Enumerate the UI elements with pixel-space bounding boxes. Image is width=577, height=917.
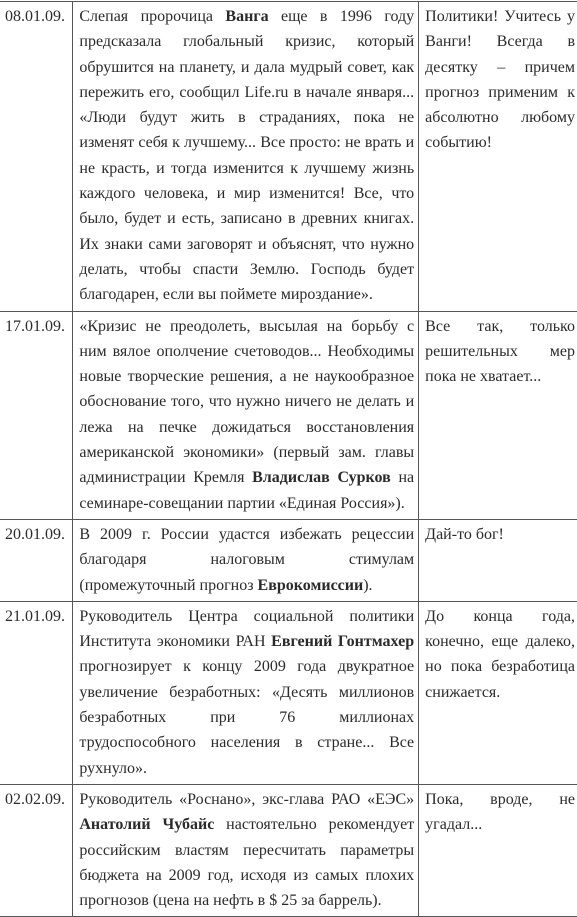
forecast-table: [0, 1, 577, 917]
person-name: Владислав Сурков: [252, 469, 391, 487]
text-fragment: прогнозирует к концу 2009 года двукратное увеличение безработных: «Десять миллионов безработных при 76 миллионах трудоспособного населения в стране... Все рухнуло».: [79, 658, 415, 777]
forecast-text-cell: [73, 519, 419, 601]
text-fragment: Руководитель Центра социальной политики Института экономики РАН: [79, 607, 415, 651]
table-row: [0, 784, 577, 916]
forecast-text-cell: [73, 311, 419, 519]
text-fragment: на семинаре-совещании партии «Единая Россия»).: [79, 469, 415, 512]
date-cell: 21.01.09.: [0, 601, 73, 784]
table-row: [0, 601, 577, 784]
table-row: [0, 311, 577, 519]
comment-cell: Пока, вроде, не угадал...: [419, 784, 577, 916]
text-fragment: В 2009 г. России удастся избежать рецессии благодаря налоговым стимулам (промежуточный прогноз: [79, 525, 415, 594]
comment-cell: Политики! Учитесь у Ванги! Всегда в десятку – причем прогноз применим к абсолютно любому событию!: [419, 2, 577, 312]
date-cell: 02.02.09.: [0, 784, 73, 916]
date-cell: 20.01.09.: [0, 519, 73, 601]
text-fragment: Слепая пророчица: [79, 8, 226, 25]
person-name: Евгений Гонтмахер: [271, 633, 415, 651]
forecast-text-cell: [73, 601, 419, 784]
table-row: [0, 519, 577, 601]
organization-name: Еврокомиссии: [257, 576, 364, 594]
comment-cell: Дай-то бог!: [419, 519, 577, 601]
text-fragment: ).: [363, 576, 373, 594]
date-cell: 08.01.09.: [0, 2, 73, 312]
person-name: Ванга: [225, 8, 269, 25]
text-fragment: «Кризис не преодолеть, высылая на борьбу с ним вялое ополчение счетоводов... Необходимы новые творческие решения, а не наукообразное обоснование того, что нужно ничего не делать и лежа на печке дожидаться восстановления американской экономики» (первый зам. главы администрации Кремля: [79, 317, 415, 487]
text-fragment: настоятельно рекомендует российским властям пересчитать параметры бюджета на 2009 год, исходя из самых плохих прогнозов (цена на нефть в $ 25 за баррель).: [79, 816, 415, 910]
date-cell: 17.01.09.: [0, 311, 73, 519]
person-name: Анатолий Чубайс: [79, 816, 215, 834]
forecast-text-cell: [73, 2, 419, 312]
table-row: [0, 2, 577, 312]
forecast-text-cell: [73, 784, 419, 916]
text-fragment: еще в 1996 году предсказала глобальный кризис, который обрушится на планету, и дала мудрый совет, как пережить его, сообщил Life.ru в начале января... «Люди будут жить в страданиях, пока не изменят себя к лучшему... Все просто: не врать и не красть, и тогда изменится к лучшему жизнь каждого человека, и мир изменится! Все, что было, будет и есть, записано в древних книгах. Их знаки сами заговорят и объяснят, что нужно делать, чтобы спасти Землю. Господь будет благодарен, если вы поймете мироздание».: [79, 8, 415, 304]
text-fragment: Руководитель «Роснано», экс-глава РАО «ЕЭС»: [79, 790, 415, 808]
comment-cell: Все так, только решительных мер пока не хватает...: [419, 311, 577, 519]
comment-cell: До конца года, конечно, еще далеко, но пока безработица снижается.: [419, 601, 577, 784]
